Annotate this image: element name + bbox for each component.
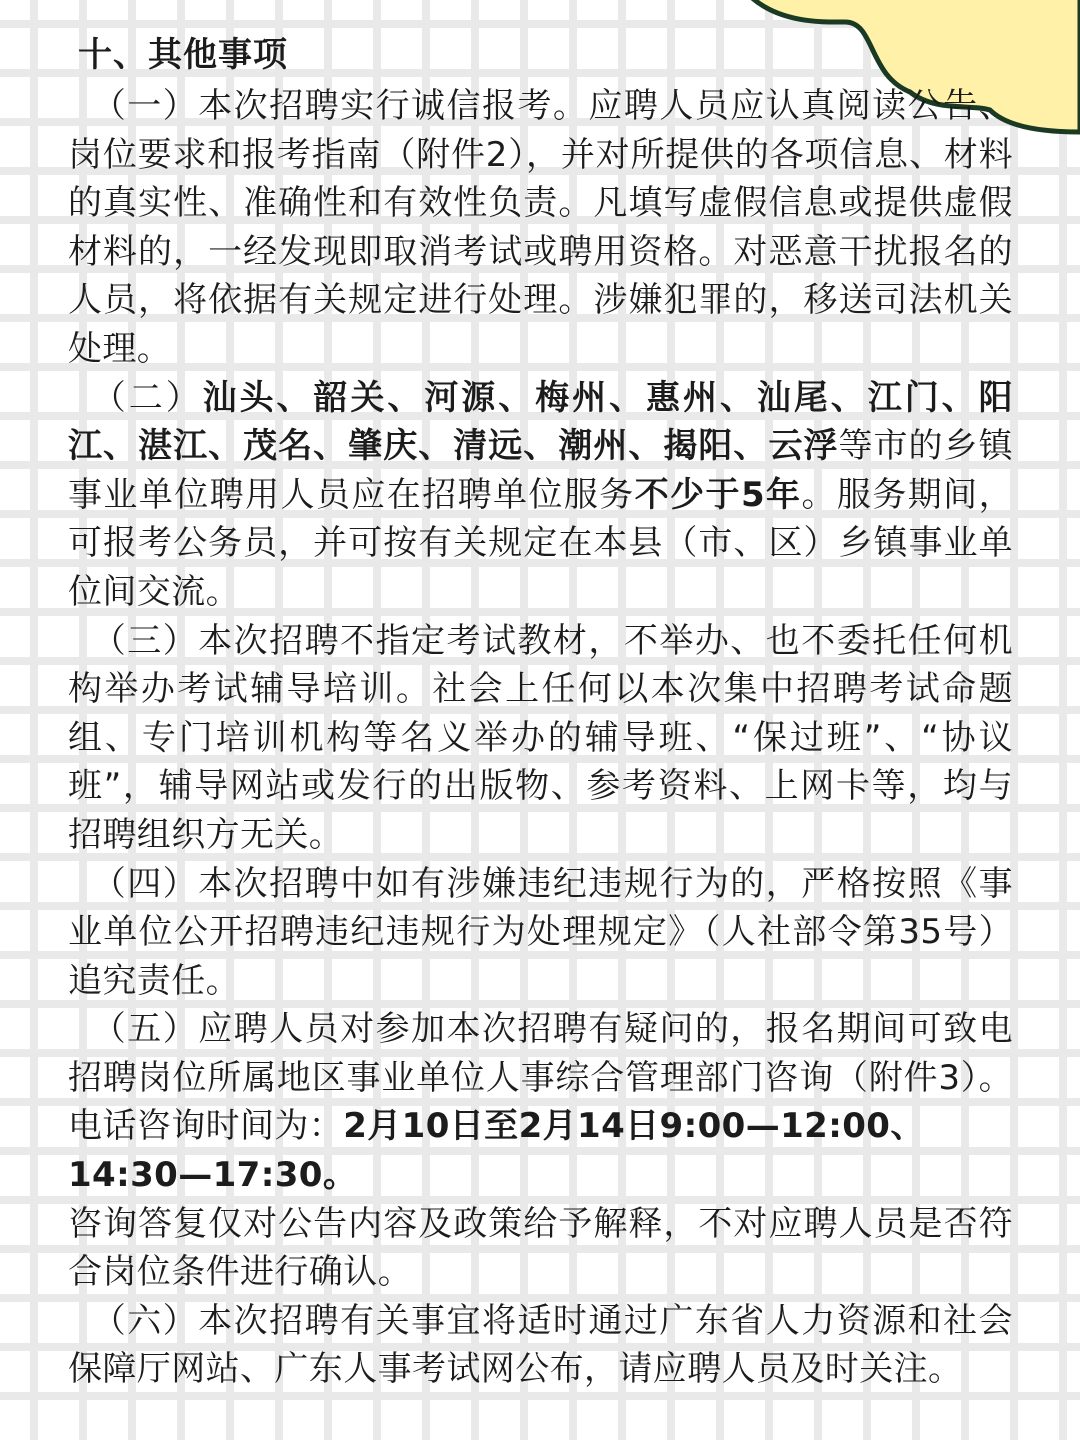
service-term-highlight: 不少于5年 [634,474,802,515]
city-list: 汕头、韶关、河源、梅州、惠州、汕尾、江门、阳江、湛江、茂名、肇庆、清远、潮州、揭阳、云浮 [68,377,1013,467]
paragraph-announcement: （六）本次招聘有关事宜将适时通过广东省人力资源和社会保障厅网站、广东人事考试网公布，请应聘人员及时关注。 [68,1300,1013,1390]
paragraph-no-training: （三）本次招聘不指定考试教材，不举办、也不委托任何机构举办考试辅导培训。社会上任何以本次集中招聘考试命题组、专门培训机构等名义举办的辅导班、“保过班”、“协议班”，辅导网站或发行的出版物、参考资料、上网卡等，均与招聘组织方无关。 [68,620,1013,855]
consultation-text: （五）应聘人员对参加本次招聘有疑问的，报名期间可致电招聘岗位所属地区事业单位人事综合管理部门咨询（附件3）。电话咨询时间为： [68,1009,1013,1147]
service-text: 等市的乡镇事业单位聘用人员应在招聘单位服务 [68,426,1013,515]
document-body [68,28,1013,1394]
paragraph-discipline: （四）本次招聘中如有涉嫌违纪违规行为的，严格按照《事业单位公开招聘违纪违规行为处理规定》（人社部令第35号）追究责任。 [68,863,1013,1001]
service-text-rest: 。服务期间，可报考公务员，并可按有关规定在本县（市、区）乡镇事业单位间交流。 [68,474,1013,612]
paragraph-consultation-note: 咨询答复仅对公告内容及政策给予解释，不对应聘人员是否符合岗位条件进行确认。 [68,1203,1013,1293]
section-heading: 十、其他事项 [78,35,288,75]
paragraph-integrity: （一）本次招聘实行诚信报考。应聘人员应认真阅读公告、岗位要求和报考指南（附件2），并对所提供的各项信息、材料的真实性、准确性和有效性负责。凡填写虚假信息或提供虚假材料的，一经发现即取消考试或聘用资格。对恶意干扰报名的人员，将依据有关规定进行处理。涉嫌犯罪的，移送司法机关处理。 [68,86,1013,369]
paragraph-service-term [68,374,1013,617]
consultation-time-2: 14:30—17:30。 [68,1155,358,1196]
paragraph-consultation [68,1005,1013,1199]
paragraph-prefix: （二） [91,377,203,418]
consultation-time-1: 2月10日至2月14日9:00—12:00、 [343,1106,925,1147]
